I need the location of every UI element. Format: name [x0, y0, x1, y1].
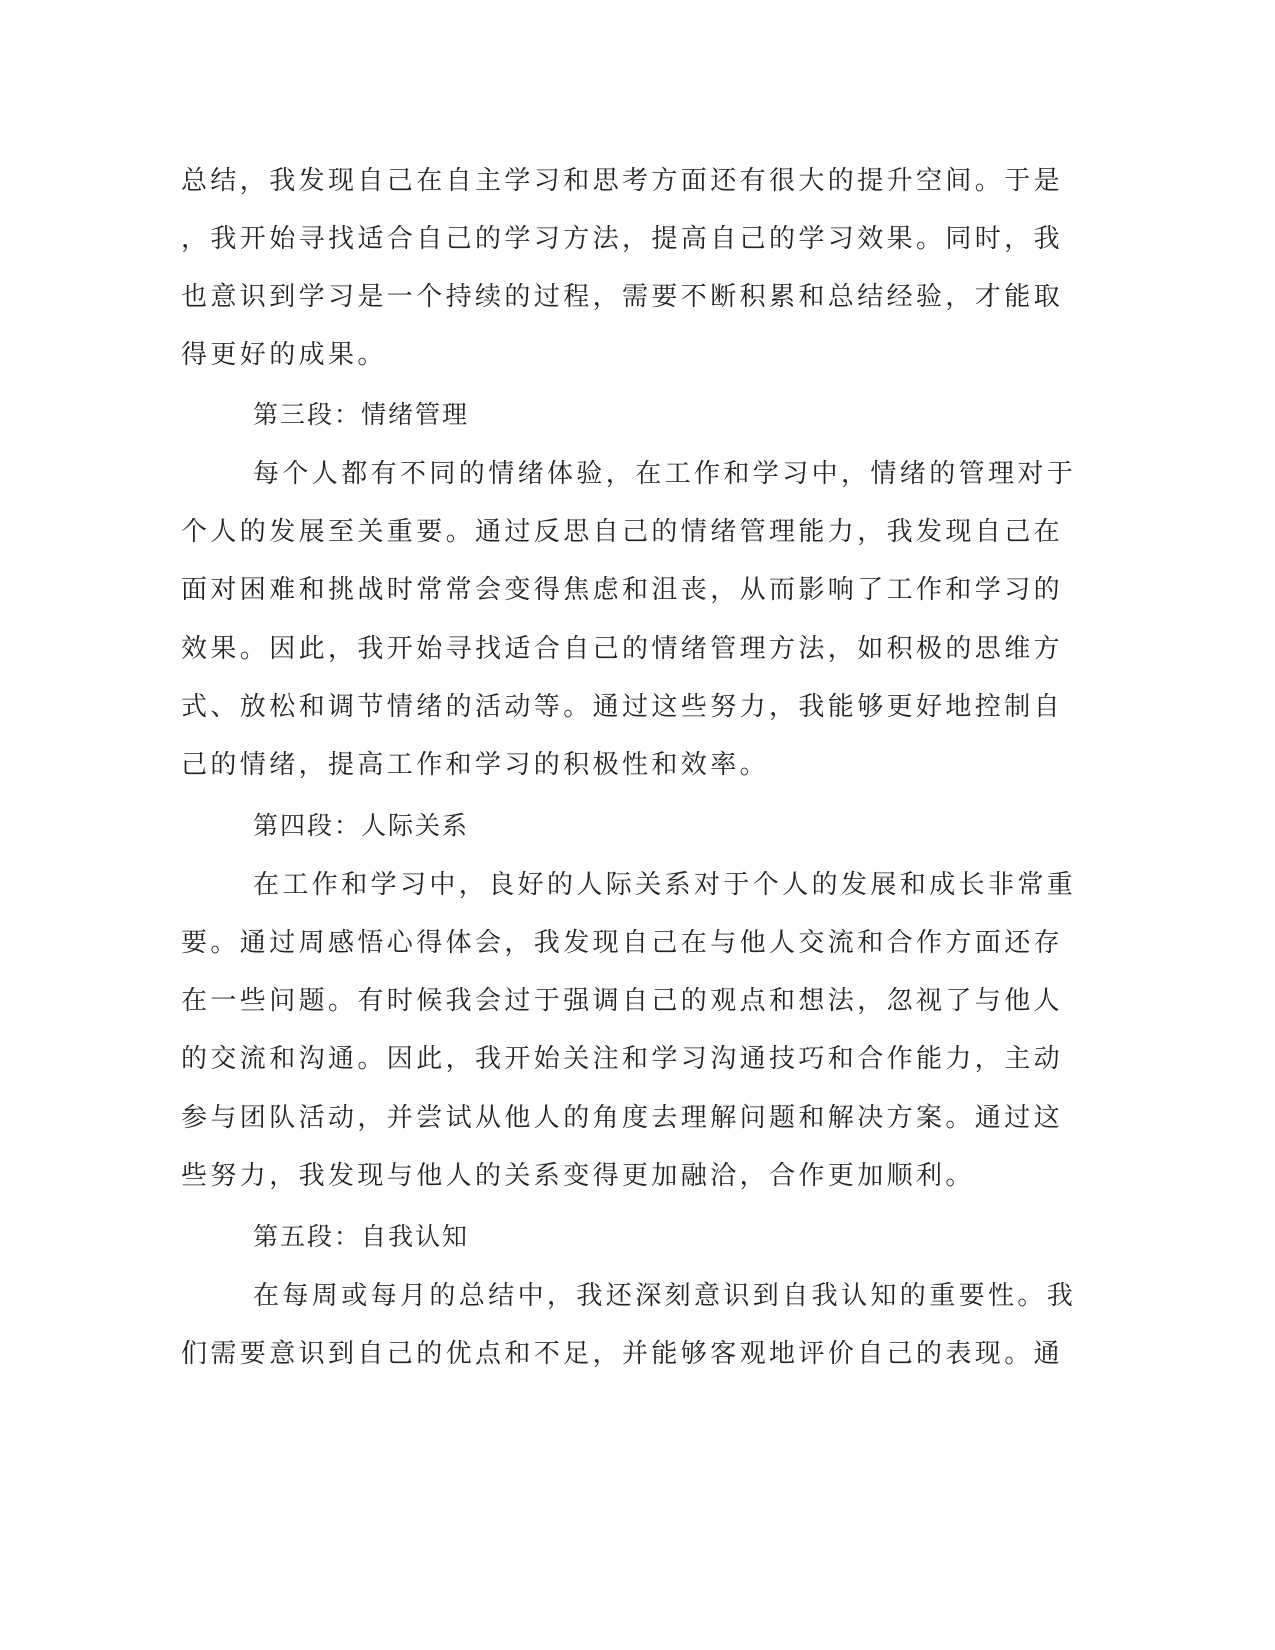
paragraph-line: 些努力，我发现与他人的关系变得更加融洽，合作更加顺利。 [181, 1161, 975, 1191]
paragraph-line: 式、放松和调节情绪的活动等。通过这些努力，我能够更好地控制自 [181, 692, 1064, 722]
paragraph-line: 也意识到学习是一个持续的过程，需要不断积累和总结经验，才能取 [181, 282, 1064, 312]
paragraph-line: 每个人都有不同的情绪体验，在工作和学习中，情绪的管理对于 [253, 459, 1077, 489]
paragraph-line: 在一些问题。有时候我会过于强调自己的观点和想法，忽视了与他人 [181, 986, 1064, 1016]
paragraph-line: 面对困难和挑战时常常会变得焦虑和沮丧，从而影响了工作和学习的 [181, 575, 1064, 605]
paragraph-line: 在工作和学习中，良好的人际关系对于个人的发展和成长非常重 [253, 870, 1077, 900]
section-heading-five: 第五段：自我认知 [253, 1222, 470, 1251]
paragraph-line: 个人的发展至关重要。通过反思自己的情绪管理能力，我发现自己在 [181, 517, 1064, 547]
paragraph-line: 己的情绪，提高工作和学习的积极性和效率。 [181, 750, 770, 780]
paragraph-line: 在每周或每月的总结中，我还深刻意识到自我认知的重要性。我 [253, 1281, 1077, 1311]
paragraph-line: ，我开始寻找适合自己的学习方法，提高自己的学习效果。同时，我 [181, 224, 1064, 254]
paragraph-line: 要。通过周感悟心得体会，我发现自己在与他人交流和合作方面还存 [181, 928, 1064, 958]
paragraph-line: 的交流和沟通。因此，我开始关注和学习沟通技巧和合作能力，主动 [181, 1044, 1064, 1074]
section-heading-three: 第三段：情绪管理 [253, 400, 470, 429]
paragraph-line: 总结，我发现自己在自主学习和思考方面还有很大的提升空间。于是 [181, 166, 1064, 196]
paragraph-line: 效果。因此，我开始寻找适合自己的情绪管理方法，如积极的思维方 [181, 634, 1064, 664]
paragraph-line: 得更好的成果。 [181, 340, 387, 370]
paragraph-line: 们需要意识到自己的优点和不足，并能够客观地评价自己的表现。通 [181, 1339, 1064, 1369]
section-heading-four: 第四段：人际关系 [253, 811, 470, 840]
paragraph-line: 参与团队活动，并尝试从他人的角度去理解问题和解决方案。通过这 [181, 1103, 1064, 1133]
